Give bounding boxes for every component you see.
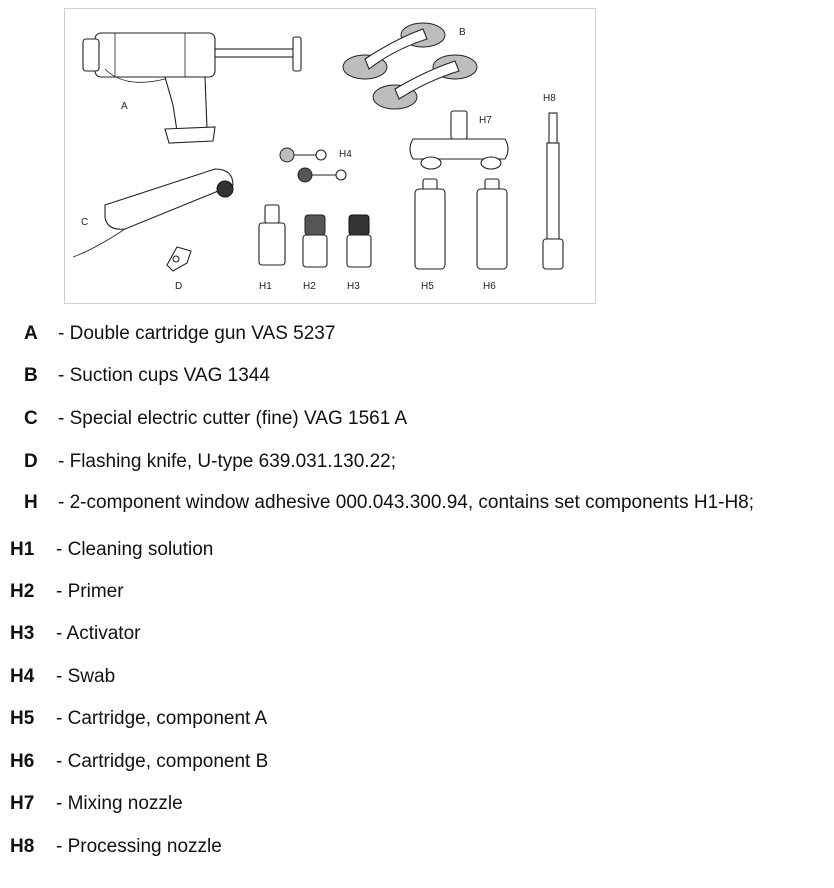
legend-code: H1 [10,539,35,560]
legend-description: - 2-component window adhesive 000.043.300.94, contains set components H1-H8; [58,492,755,513]
tools-illustration [64,8,596,304]
legend-description: - Processing nozzle [56,836,222,857]
legend-code: A [24,323,38,344]
legend-description: - Mixing nozzle [56,793,183,814]
mixing-nozzle-drawing [410,111,508,169]
legend-code: B [24,365,38,386]
legend-description: - Cartridge, component B [56,751,269,772]
legend-description: - Primer [56,581,124,602]
legend-code: H6 [10,751,35,772]
legend-code: H4 [10,666,35,687]
legend-code: C [24,408,38,429]
suction-cups-drawing [343,23,477,109]
label-h4: H4 [339,149,352,160]
legend-code: H3 [10,623,35,644]
legend-description: - Activator [56,623,141,644]
legend-code: H7 [10,793,35,814]
label-b: B [459,27,466,38]
legend-code: D [24,451,38,472]
label-h1: H1 [259,281,272,292]
legend-description: - Special electric cutter (fine) VAG 1561 A [58,408,408,429]
legend-code: H8 [10,836,35,857]
flashing-knife-drawing [167,247,191,271]
cartridge-b-drawing [477,179,507,269]
processing-nozzle-drawing [543,113,563,269]
swab-drawing [280,148,346,182]
activator-bottle-drawing [347,215,371,267]
legend-description: - Cleaning solution [56,539,214,560]
label-a: A [121,101,128,112]
legend-code: H2 [10,581,35,602]
label-c: C [81,217,89,228]
label-h3: H3 [347,281,360,292]
label-h6: H6 [483,281,496,292]
legend-code: H [24,492,38,513]
double-cartridge-gun-drawing [83,33,301,143]
legend-description: - Suction cups VAG 1344 [58,365,270,386]
cartridge-a-drawing [415,179,445,269]
electric-cutter-drawing [73,169,233,257]
primer-bottle-drawing [303,215,327,267]
label-d: D [175,281,183,292]
legend-description: - Double cartridge gun VAS 5237 [58,323,336,344]
legend-code: H5 [10,708,35,729]
legend-description: - Swab [56,666,116,687]
label-h7: H7 [479,115,492,126]
legend-description: - Flashing knife, U-type 639.031.130.22; [58,451,396,472]
legend-description: - Cartridge, component A [56,708,268,729]
label-h2: H2 [303,281,316,292]
tools-drawing [65,9,595,303]
label-h8: H8 [543,93,556,104]
label-h5: H5 [421,281,434,292]
cleaning-solution-bottle-drawing [259,205,285,265]
